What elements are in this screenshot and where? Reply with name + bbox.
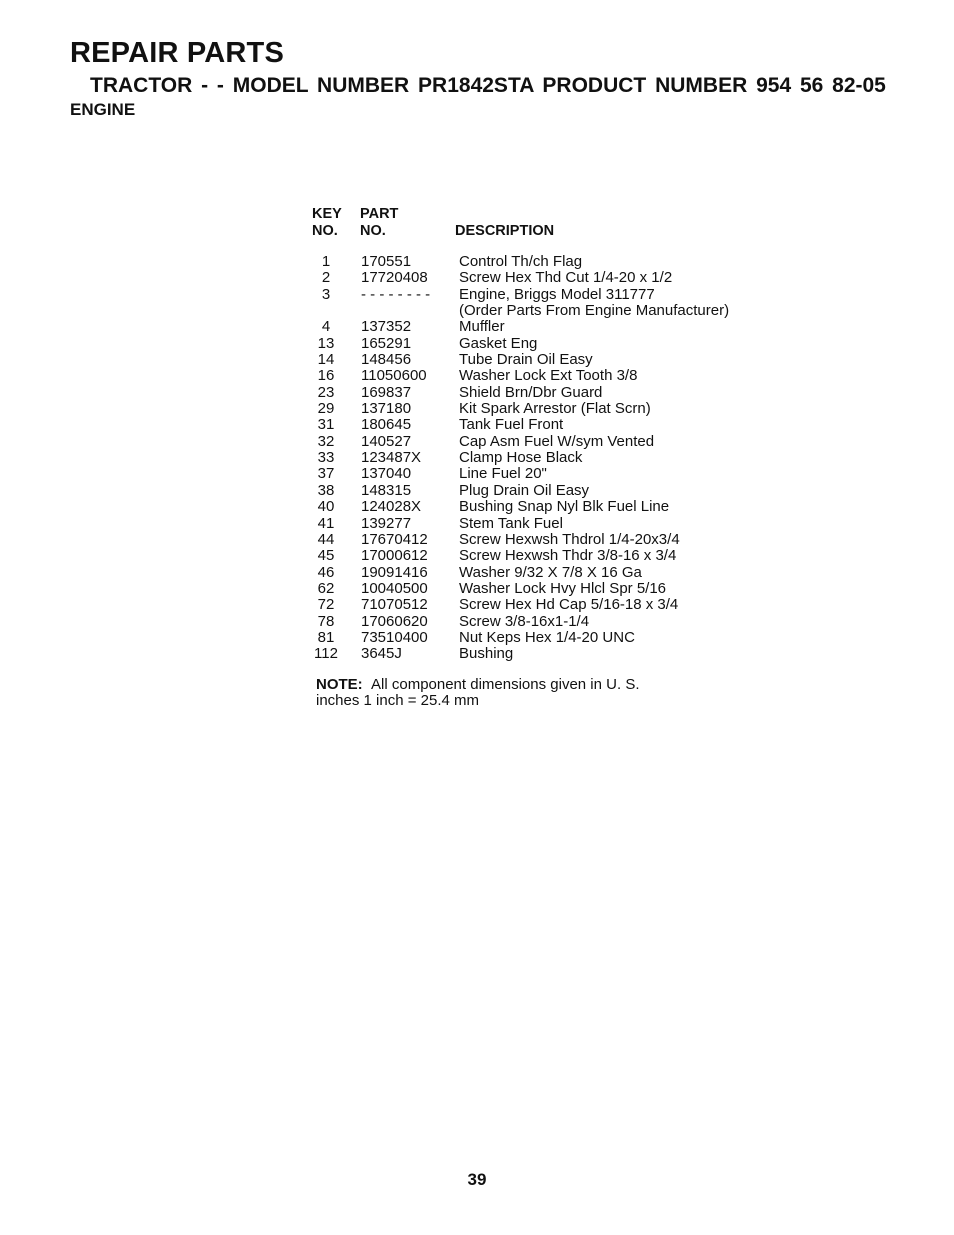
key-cell: 29 bbox=[317, 400, 335, 418]
key-cell: 62 bbox=[317, 579, 335, 597]
part-number-cell: 17060620 bbox=[361, 612, 428, 630]
description-cell: Washer Lock Ext Tooth 3/8 bbox=[459, 367, 638, 385]
part-number-cell: 165291 bbox=[361, 334, 412, 352]
table-row bbox=[312, 450, 772, 466]
table-row bbox=[312, 319, 772, 335]
table-row bbox=[312, 614, 772, 630]
part-number-cell: 139277 bbox=[361, 514, 412, 532]
key-header-line2: NO. bbox=[312, 223, 338, 239]
description-cell: Muffler bbox=[459, 318, 505, 336]
part-number-cell: - - - - - - - - bbox=[361, 285, 431, 303]
table-row bbox=[312, 646, 772, 662]
table-row bbox=[312, 336, 772, 352]
parts-list-rows bbox=[312, 254, 772, 663]
table-row bbox=[312, 385, 772, 401]
description-cell: Clamp Hose Black bbox=[459, 449, 583, 467]
description-header: DESCRIPTION bbox=[455, 223, 555, 239]
key-cell: 44 bbox=[317, 530, 335, 548]
part-number-cell: 140527 bbox=[361, 432, 412, 450]
key-cell: 31 bbox=[317, 416, 335, 434]
table-row bbox=[312, 630, 772, 646]
table-row bbox=[312, 368, 772, 384]
note-label: NOTE: bbox=[316, 676, 363, 693]
part-number-cell: 124028X bbox=[361, 498, 422, 516]
table-row bbox=[312, 254, 772, 270]
part-number-cell: 170551 bbox=[361, 253, 412, 270]
table-row bbox=[312, 417, 772, 433]
description-cell: Tube Drain Oil Easy bbox=[459, 351, 593, 369]
table-row bbox=[312, 466, 772, 482]
note-text: All component dimensions given in U. S. bbox=[371, 676, 640, 693]
key-cell: 45 bbox=[317, 547, 335, 565]
table-row bbox=[312, 565, 772, 581]
description-cell: Bushing bbox=[459, 645, 514, 663]
key-cell: 40 bbox=[317, 498, 335, 516]
key-cell: 33 bbox=[317, 449, 335, 467]
key-cell: 37 bbox=[317, 465, 335, 483]
key-cell: 1 bbox=[321, 253, 331, 270]
part-number-cell: 19091416 bbox=[361, 563, 428, 581]
note-line1 bbox=[316, 677, 640, 693]
key-cell: 2 bbox=[321, 269, 331, 287]
table-row bbox=[312, 548, 772, 564]
description-cell: Bushing Snap Nyl Blk Fuel Line bbox=[459, 498, 670, 516]
page-subtitle: TRACTOR - - MODEL NUMBER PR1842STA PRODUCT NUMBER 954 56 82-05 bbox=[90, 74, 886, 97]
description-cell: (Order Parts From Engine Manufacturer) bbox=[459, 302, 730, 320]
table-row bbox=[312, 483, 772, 499]
description-cell: Screw Hexwsh Thdrol 1/4-20x3/4 bbox=[459, 530, 680, 548]
page-number: 39 bbox=[467, 1170, 487, 1189]
description-cell: Washer Lock Hvy Hlcl Spr 5/16 bbox=[459, 579, 667, 597]
key-header-line1: KEY bbox=[312, 206, 342, 222]
key-cell: 78 bbox=[317, 612, 335, 630]
part-number-cell: 73510400 bbox=[361, 628, 428, 646]
part-number-cell: 71070512 bbox=[361, 596, 428, 614]
part-number-cell: 169837 bbox=[361, 383, 412, 401]
key-cell: 41 bbox=[317, 514, 335, 532]
description-cell: Screw Hex Hd Cap 5/16-18 x 3/4 bbox=[459, 596, 679, 614]
description-cell: Screw Hex Thd Cut 1/4-20 x 1/2 bbox=[459, 269, 673, 287]
table-row bbox=[312, 532, 772, 548]
table-row bbox=[312, 516, 772, 532]
part-number-cell: 3645J bbox=[361, 645, 402, 663]
part-number-cell: 11050600 bbox=[361, 367, 427, 385]
key-cell: 16 bbox=[317, 367, 335, 385]
description-cell: Tank Fuel Front bbox=[459, 416, 564, 434]
page-title: REPAIR PARTS bbox=[70, 37, 285, 69]
description-cell: Kit Spark Arrestor (Flat Scrn) bbox=[459, 400, 651, 418]
table-row bbox=[312, 499, 772, 515]
description-cell: Line Fuel 20" bbox=[459, 465, 547, 483]
description-cell: Shield Brn/Dbr Guard bbox=[459, 383, 603, 401]
table-row bbox=[312, 581, 772, 597]
description-cell: Washer 9/32 X 7/8 X 16 Ga bbox=[459, 563, 642, 581]
part-header-line1: PART bbox=[360, 206, 399, 222]
part-number-cell: 180645 bbox=[361, 416, 412, 434]
key-cell: 32 bbox=[317, 432, 335, 450]
part-number-cell: 17670412 bbox=[361, 530, 428, 548]
table-row bbox=[312, 352, 772, 368]
key-cell: 46 bbox=[317, 563, 335, 581]
part-number-cell: 137180 bbox=[361, 400, 412, 418]
key-cell: 3 bbox=[321, 285, 331, 303]
key-cell: 4 bbox=[321, 318, 331, 336]
table-row bbox=[312, 401, 772, 417]
description-cell: Engine, Briggs Model 311777 bbox=[459, 285, 655, 303]
part-number-cell: 10040500 bbox=[361, 579, 428, 597]
description-cell: Control Th/ch Flag bbox=[459, 253, 583, 270]
table-row bbox=[312, 434, 772, 450]
key-cell: 38 bbox=[317, 481, 335, 499]
description-cell: Screw 3/8-16x1-1/4 bbox=[459, 612, 590, 630]
description-cell: Screw Hexwsh Thdr 3/8-16 x 3/4 bbox=[459, 547, 677, 565]
description-cell: Gasket Eng bbox=[459, 334, 538, 352]
table-row bbox=[312, 303, 772, 319]
description-cell: Stem Tank Fuel bbox=[459, 514, 563, 532]
table-row bbox=[312, 270, 772, 286]
part-number-cell: 17720408 bbox=[361, 269, 428, 287]
key-cell: 72 bbox=[317, 596, 335, 614]
table-row bbox=[312, 287, 772, 303]
description-cell: Nut Keps Hex 1/4-20 UNC bbox=[459, 628, 635, 646]
key-cell: 81 bbox=[317, 628, 335, 646]
key-cell: 112 bbox=[314, 645, 338, 663]
note-line2: inches 1 inch = 25.4 mm bbox=[316, 692, 480, 709]
part-number-cell: 148315 bbox=[361, 481, 412, 499]
section-heading: ENGINE bbox=[70, 100, 136, 119]
part-number-cell: 148456 bbox=[361, 351, 412, 369]
key-cell: 23 bbox=[317, 383, 335, 401]
key-cell: 13 bbox=[317, 334, 335, 352]
description-cell: Cap Asm Fuel W/sym Vented bbox=[459, 432, 655, 450]
part-number-cell: 123487X bbox=[361, 449, 422, 467]
part-number-cell: 137352 bbox=[361, 318, 412, 336]
note bbox=[316, 677, 640, 709]
table-row bbox=[312, 597, 772, 613]
part-number-cell: 137040 bbox=[361, 465, 412, 483]
description-cell: Plug Drain Oil Easy bbox=[459, 481, 590, 499]
part-number-cell: 17000612 bbox=[361, 547, 428, 565]
key-cell: 14 bbox=[317, 351, 335, 369]
part-header-line2: NO. bbox=[360, 223, 386, 239]
